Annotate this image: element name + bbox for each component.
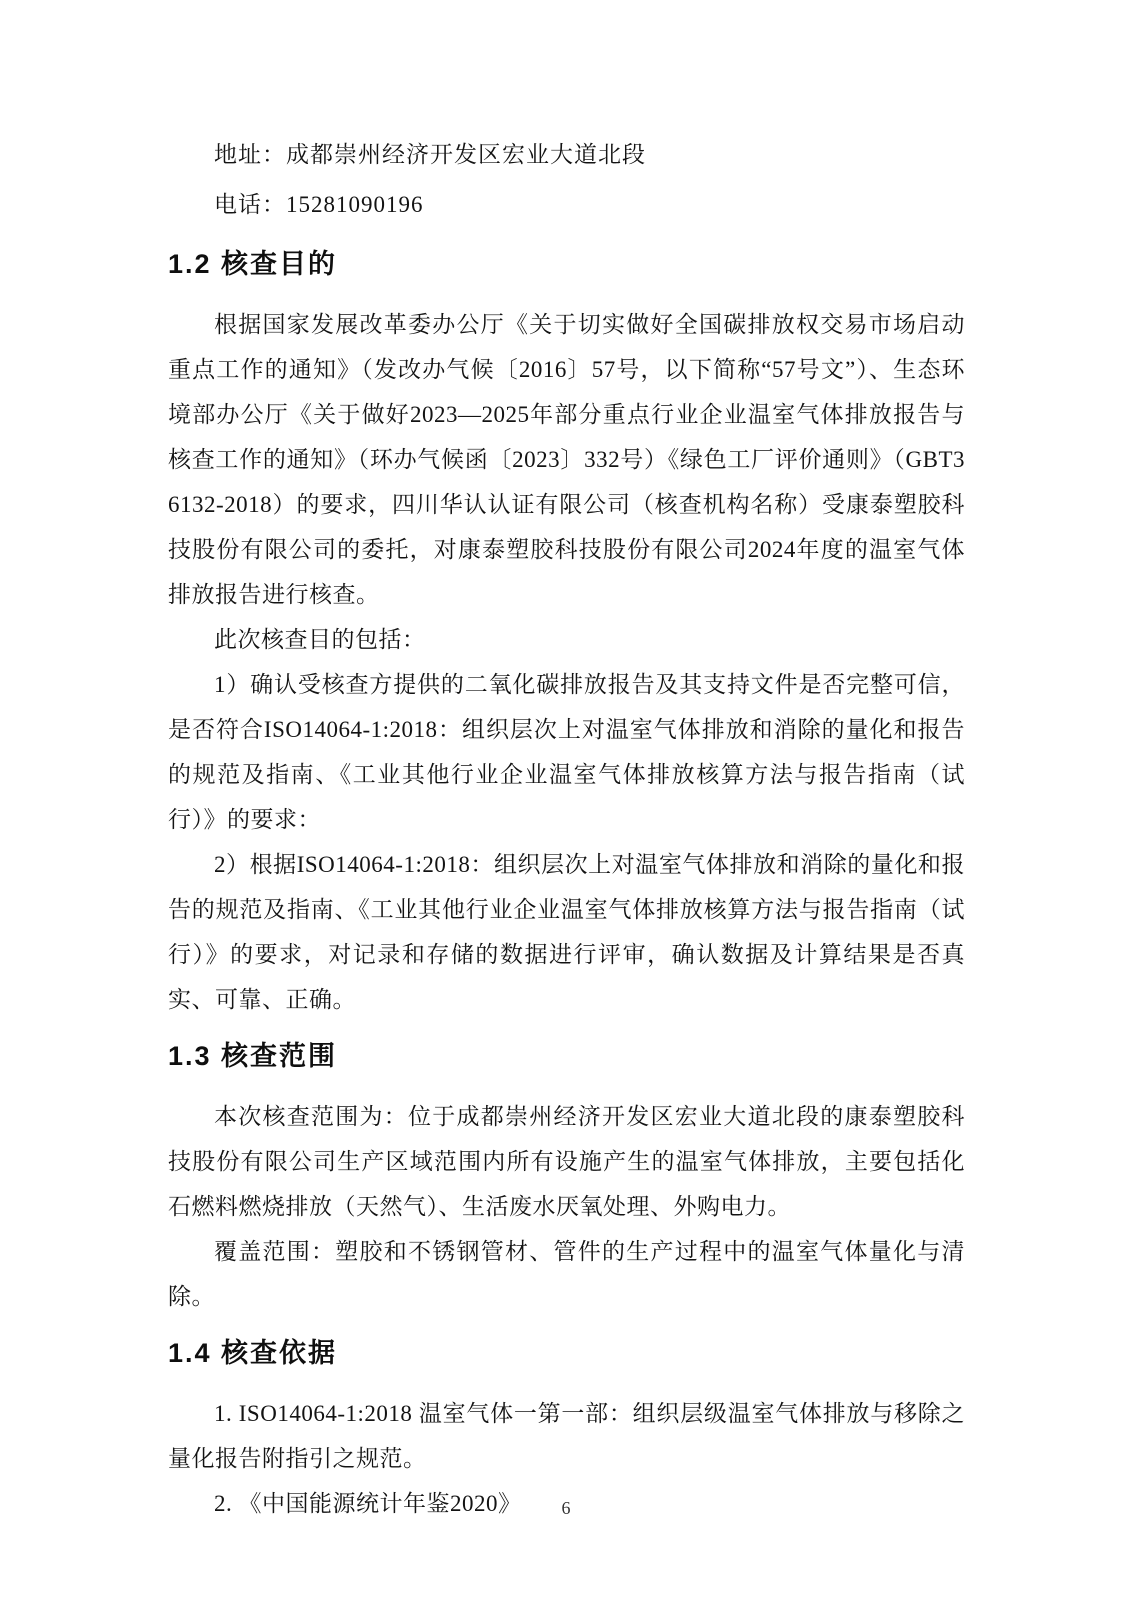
section-1-2-para-2: 此次核查目的包括： — [214, 627, 426, 652]
section-1-2-para-1: 根据国家发展改革委办公厅《关于切实做好全国碳排放权交易市场启动重点工作的通知》（发改办气候〔2016〕57号，以下简称“57号文”）、生态环境部办公厅《关于做好2023—2025年部分重点行业企业温室气体排放报告与核查工作的通知》（环办气候函〔2023〕332号）《绿色工厂评价通则》（GBT36132-2018）的要求，四川华认认证有限公司（核查机构名称）受康泰塑胶科技股份有限公司的委托，对康泰塑胶科技股份有限公司2024年度的温室气体排放报告进行核查。 — [168, 312, 965, 607]
section-1-3-heading: 1.3 核查范围 — [168, 1041, 338, 1071]
section-1-2-para-3: 1）确认受核查方提供的二氧化碳排放报告及其支持文件是否完整可信，是否符合ISO14064-1:2018：组织层次上对温室气体排放和消除的量化和报告的规范及指南、《工业其他行业企业温室气体排放核算方法与报告指南（试行）》的要求： — [168, 672, 965, 832]
section-1-4-item-2: 2. 《中国能源统计年鉴2020》 — [214, 1491, 522, 1516]
address-line: 地址：成都崇州经济开发区宏业大道北段 — [214, 142, 646, 167]
page-number: 6 — [561, 1498, 571, 1518]
section-1-4-heading: 1.4 核查依据 — [168, 1338, 338, 1368]
section-1-2-heading: 1.2 核查目的 — [168, 249, 338, 279]
section-1-2-para-4: 2）根据ISO14064-1:2018：组织层次上对温室气体排放和消除的量化和报告的规范及指南、《工业其他行业企业温室气体排放核算方法与报告指南（试行）》的要求，对记录和存储的数据进行评审，确认数据及计算结果是否真实、可靠、正确。 — [168, 852, 965, 1012]
section-1-3 — [168, 1038, 965, 1319]
phone-line: 电话：15281090196 — [214, 192, 424, 217]
section-1-4-item-1: 1. ISO14064-1:2018 温室气体一第一部：组织层级温室气体排放与移除之量化报告附指引之规范。 — [168, 1401, 965, 1471]
section-1-3-para-1: 本次核查范围为：位于成都崇州经济开发区宏业大道北段的康泰塑胶科技股份有限公司生产区域范围内所有设施产生的温室气体排放，主要包括化石燃料燃烧排放（天然气）、生活废水厌氧处理、外购电力。 — [168, 1104, 965, 1219]
section-1-3-para-2: 覆盖范围：塑胶和不锈钢管材、管件的生产过程中的温室气体量化与清除。 — [168, 1239, 965, 1309]
document-content — [168, 0, 965, 1526]
section-1-2 — [168, 246, 965, 1022]
